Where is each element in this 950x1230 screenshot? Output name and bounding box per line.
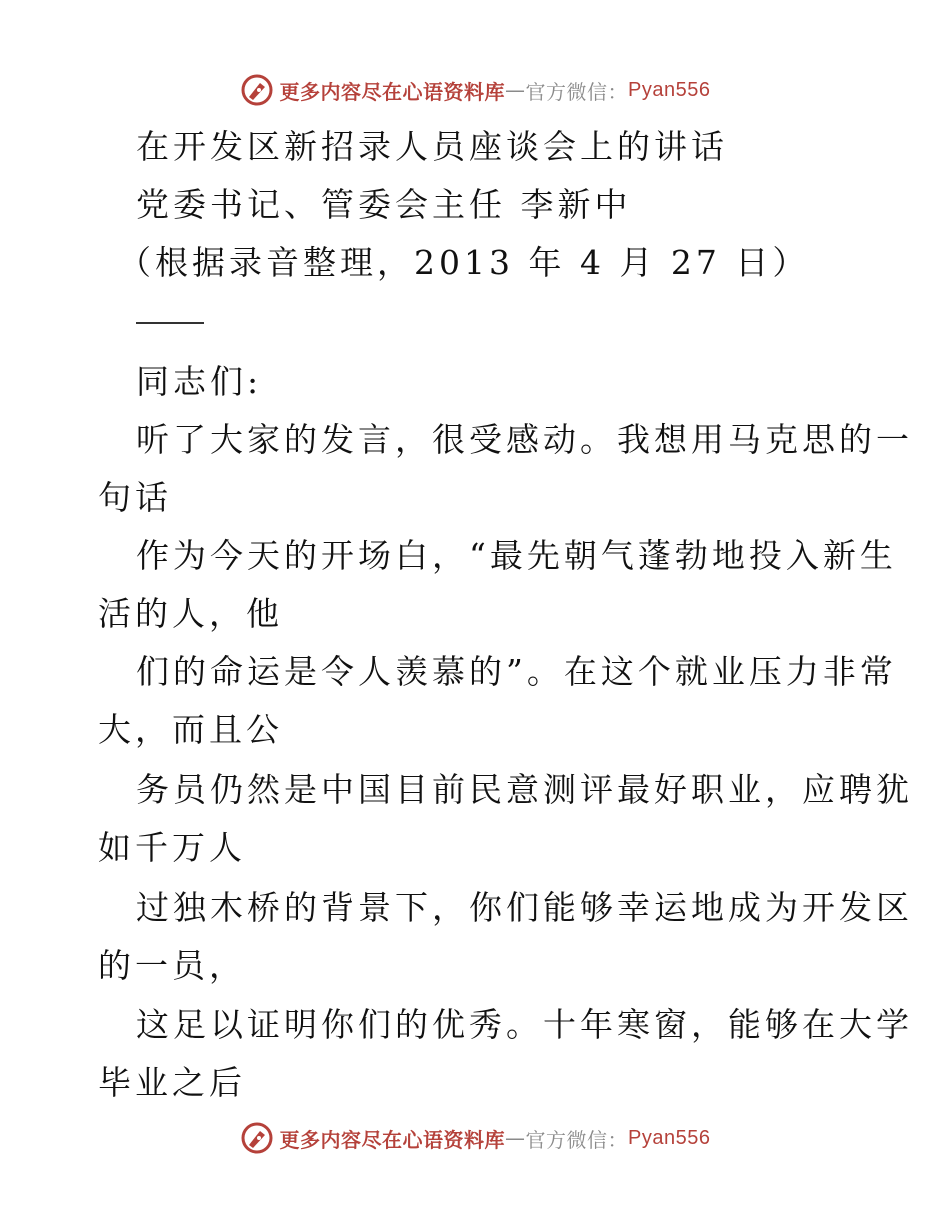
watermark-wechat-id: Pyan556 xyxy=(628,1126,711,1149)
paragraph-line: 活的人，他 xyxy=(98,594,283,633)
pen-nib-logo-icon xyxy=(240,1121,274,1155)
paragraph-line: 句话 xyxy=(98,478,172,517)
watermark-wechat-label: 官方微信： xyxy=(525,79,629,104)
paragraph-line: 的一员， xyxy=(98,946,246,985)
paragraph-line: 毕业之后 xyxy=(98,1063,246,1102)
speaker-line: 党委书记、管委会主任 李新中 xyxy=(136,185,632,224)
watermark-banner-top xyxy=(0,70,950,110)
paragraph-line: 过独木桥的背景下，你们能够幸运地成为开发区 xyxy=(136,888,913,927)
recording-note: （根据录音整理，2013 年 4 月 27 日） xyxy=(118,243,810,282)
watermark-banner-bottom xyxy=(0,1118,950,1158)
watermark-site-text: 更多内容尽在心语资料库 xyxy=(279,1127,506,1152)
watermark-wechat-id: Pyan556 xyxy=(628,78,711,101)
paragraph-line: 听了大家的发言，很受感动。我想用马克思的一 xyxy=(136,420,913,459)
paragraph-line: 大，而且公 xyxy=(98,710,283,749)
watermark-wechat-label: 官方微信： xyxy=(525,1127,629,1152)
salutation: 同志们: xyxy=(136,362,263,401)
paragraph-line: 们的命运是令人羡慕的”。在这个就业压力非常 xyxy=(136,652,897,691)
document-title: 在开发区新招录人员座谈会上的讲话 xyxy=(136,127,728,166)
watermark-dash: — xyxy=(505,78,526,102)
pen-nib-logo-icon xyxy=(240,73,274,107)
paragraph-line: 作为今天的开场白，“最先朝气蓬勃地投入新生 xyxy=(136,536,897,575)
paragraph-line: 这足以证明你们的优秀。十年寒窗，能够在大学 xyxy=(136,1005,913,1044)
watermark-site-text: 更多内容尽在心语资料库 xyxy=(279,79,506,104)
watermark-dash: — xyxy=(505,1126,526,1150)
paragraph-line: 务员仍然是中国目前民意测评最好职业，应聘犹 xyxy=(136,770,913,809)
short-divider xyxy=(136,322,204,324)
paragraph-line: 如千万人 xyxy=(98,828,246,867)
